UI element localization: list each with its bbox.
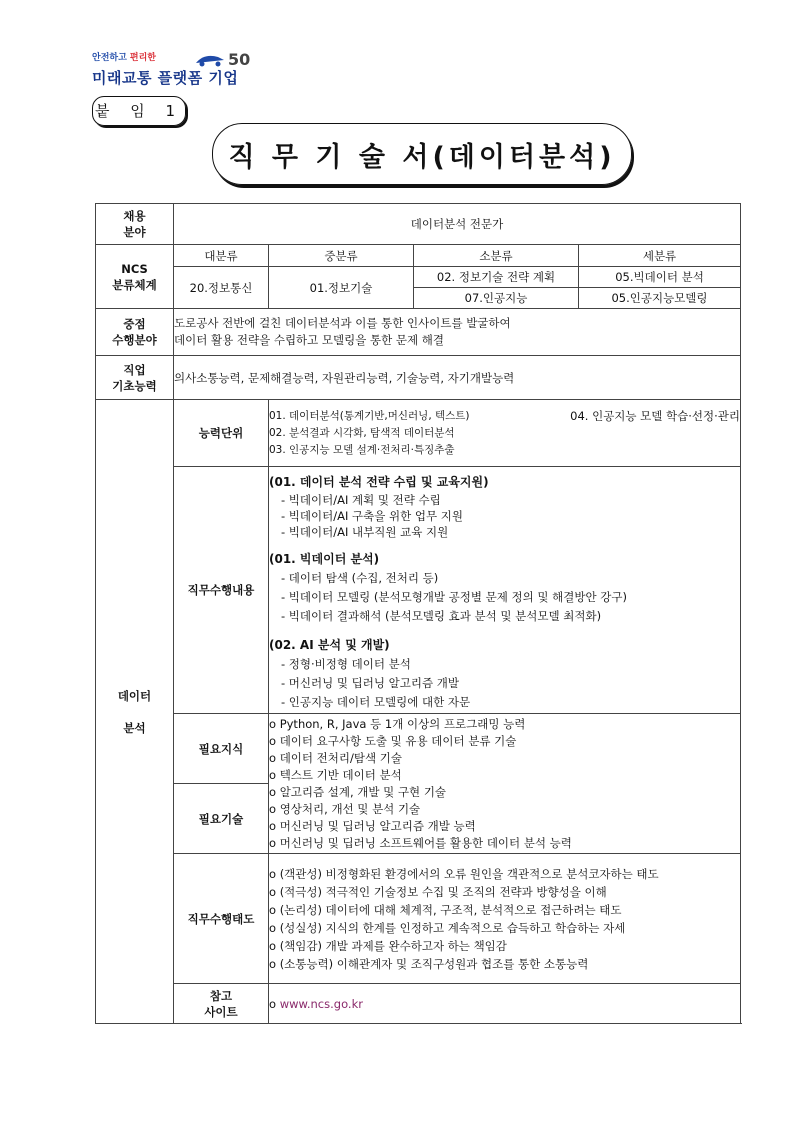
document-title-box [212, 123, 632, 185]
label-duties: 직무수행내용 [174, 467, 269, 714]
label-field: 채용 분야 [96, 204, 174, 245]
value-attitude: o (객관성) 비정형화된 환경에서의 오류 원인을 객관적으로 분석코자하는 태도 o (적극성) 적극적인 기술정보 수집 및 조직의 전략과 방향성을 이해 o (논리성) 데이터에 대해 체계적, 구조적, 분석적으로 접근하려는 태도 o (성실성) 지식의 한계를 인정하고 계속적으로 습득하고 학습하는 자세 o (책임감) 개발 과제를 완수하고자 하는 책임감 o (소통능력) 이해관계자 및 조직구성원과 협조를 통한 소통능력 [269, 854, 741, 984]
value-ref: o www.ncs.go.kr [269, 984, 741, 1024]
ncs-header-detail: 세분류 [579, 245, 741, 267]
ncs-site-link[interactable]: www.ncs.go.kr [279, 996, 363, 1011]
row-knowledge [96, 714, 741, 784]
ncs-detail-2: 05.인공지능모델링 [579, 288, 741, 309]
ncs-minor-2: 07.인공지능 [414, 288, 579, 309]
row-duties [96, 467, 741, 714]
label-ref: 참고 사이트 [174, 984, 269, 1024]
label-focus: 중점 수행분야 [96, 309, 174, 356]
row-field [96, 204, 741, 245]
logo-emblem-text: 50 [228, 50, 251, 68]
annex-label: 붙 임 1 [92, 96, 186, 126]
ncs-header-middle: 중분류 [269, 245, 414, 267]
row-focus [96, 309, 741, 356]
document-title: 직 무 기 술 서(데이터분석) [228, 141, 616, 173]
ncs-header-minor: 소분류 [414, 245, 579, 267]
car-emblem-icon [194, 50, 254, 68]
ncs-detail-1: 05.빅데이터 분석 [579, 267, 741, 288]
ncs-header-major: 대분류 [174, 245, 269, 267]
value-basic: 의사소통능력, 문제해결능력, 자원관리능력, 기술능력, 자기개발능력 [174, 356, 741, 400]
value-field: 데이터분석 전문가 [174, 204, 741, 245]
label-skills: 필요기술 [174, 784, 269, 854]
row-ref [96, 984, 741, 1024]
row-ncs-headers [96, 245, 741, 267]
value-duties: (01. 데이터 분석 전략 수립 및 교육지원) - 빅데이터/AI 계획 및 전략 수립 - 빅데이터/AI 구축을 위한 업무 지원 - 빅데이터/AI 내부직원 교육 지원 (01. 빅데이터 분석) - 데이터 탐색 (수집, 전처리 등) - 빅데이터 모델링 (분석모형개발 공정별 문제 정의 및 해결방안 강구) - 빅데이터 결과해석 (분석모델링 효과 분석 및 분석모델 최적화) (02. AI 분석 및 개발) - 정형·비정형 데이터 분석 - 머신러닝 및 딥러닝 알고리즘 개발 - 인공지능 데이터 모델링에 대한 자문 [269, 467, 741, 714]
ncs-middle: 01.정보기술 [269, 267, 414, 309]
label-attitude: 직무수행태도 [174, 854, 269, 984]
job-description-table [95, 203, 741, 1024]
value-focus: 도로공사 전반에 걸친 데이터분석과 이를 통한 인사이트를 발굴하여 데이터 활용 전략을 수립하고 모델링을 통한 문제 해결 [174, 309, 741, 356]
row-attitude [96, 854, 741, 984]
label-data-analysis: 데이터 분석 [96, 400, 174, 1024]
ncs-major: 20.정보통신 [174, 267, 269, 309]
company-logo [92, 50, 262, 92]
value-ability: 01. 데이터분석(통계기반,머신러닝, 텍스트) 02. 분석결과 시각화, 탐색적 데이터분석 03. 인공지능 모델 설계·전처리·특징추출 04. 인공지능 모델 학습·선정·관리 [269, 400, 741, 467]
row-ncs-values-1 [96, 267, 741, 288]
value-knowledge-skills: o Python, R, Java 등 1개 이상의 프로그래밍 능력 o 데이터 요구사항 도출 및 유용 데이터 분류 기술 o 데이터 전처리/탐색 기술 o 텍스트 기반 데이터 분석 o 알고리즘 설계, 개발 및 구현 기술 o 영상처리, 개선 및 분석 기술 o 머신러닝 및 딥러닝 알고리즘 개발 능력 o 머신러닝 및 딥러닝 소프트웨어를 활용한 데이터 분석 능력 [269, 714, 741, 854]
logo-tagline: 안전하고 편리한 [92, 53, 157, 63]
row-ability [96, 400, 741, 467]
row-basic [96, 356, 741, 400]
label-ability: 능력단위 [174, 400, 269, 467]
label-ncs: NCS 분류체계 [96, 245, 174, 309]
label-basic: 직업 기초능력 [96, 356, 174, 400]
logo-name: 미래교통 플랫폼 기업 [92, 69, 239, 87]
ncs-minor-1: 02. 정보기술 전략 계획 [414, 267, 579, 288]
label-knowledge: 필요지식 [174, 714, 269, 784]
